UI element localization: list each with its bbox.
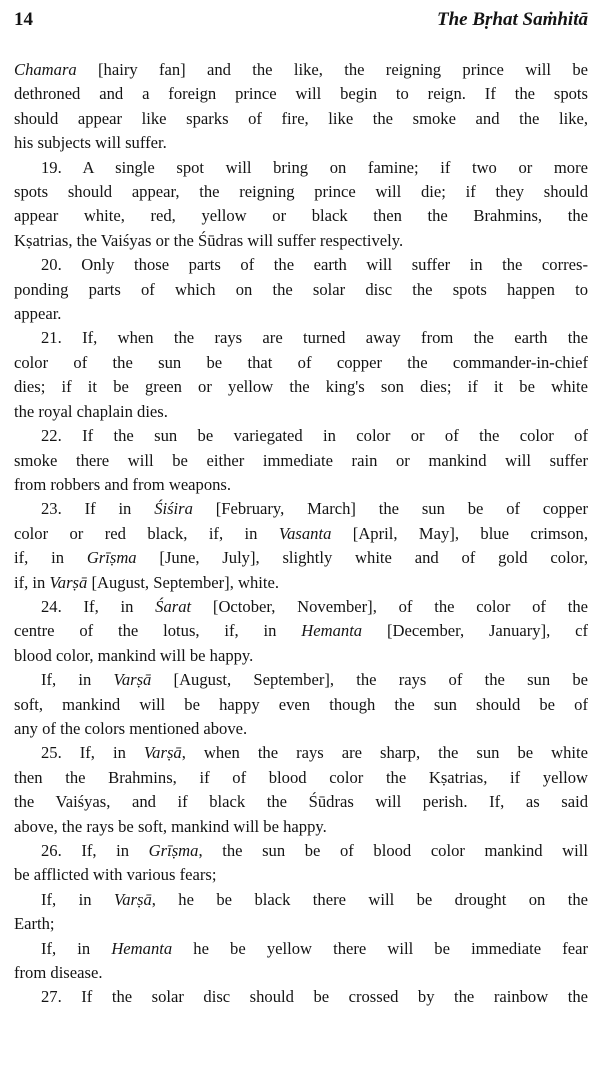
text-segment: 24. If, in [41, 596, 156, 616]
text-segment: if, in [14, 572, 50, 592]
text-line [14, 449, 588, 473]
text-segment: 19. A single spot will bring on famine; if two or more [41, 157, 588, 177]
text-segment: [April, May], blue crimson, [331, 523, 588, 543]
text-line [14, 497, 588, 521]
text-line [14, 937, 588, 961]
text-line [14, 546, 588, 570]
text-segment: appear. [14, 304, 62, 324]
text-segment: smoke there will be either immediate rain or mankind will suffer [14, 450, 588, 470]
text-line [14, 693, 588, 717]
text-segment: [hairy fan] and the like, the reigning prince will be [76, 60, 588, 79]
text-line [14, 400, 588, 424]
text-line [14, 790, 588, 814]
text-line [14, 985, 588, 1009]
italic-term: Grīṣma [148, 841, 199, 860]
page-number: 14 [14, 9, 33, 30]
book-title: The Bṛhat Saṁhitā [437, 9, 588, 30]
text-segment: from disease. [14, 963, 103, 983]
italic-term: Śarat [155, 596, 192, 616]
text-line [14, 351, 588, 375]
italic-term: Varṣā [113, 889, 152, 909]
running-head [14, 9, 588, 35]
text-line [14, 644, 588, 668]
text-segment: [February, March] the sun be of copper [192, 499, 588, 519]
italic-term: Grīṣma [86, 548, 137, 568]
text-segment: If, in [41, 938, 112, 958]
text-segment: If, in [41, 670, 114, 690]
text-line [14, 571, 588, 595]
text-segment: his subjects will suffer. [14, 133, 167, 153]
text-line [14, 278, 588, 302]
text-line [14, 912, 588, 936]
text-line [14, 180, 588, 204]
text-segment: [August, September], the rays of the sun be [151, 670, 588, 690]
text-segment: the Vaiśyas, and if black the Śūdras will perish. If, as said [14, 792, 588, 812]
text-line [14, 375, 588, 399]
text-segment: 27. If the solar disc should be crossed by the rainbow the [41, 987, 588, 1007]
text-line [14, 717, 588, 741]
italic-term: Varṣā [143, 743, 182, 763]
text-segment: then the Brahmins, if of blood color the Kṣatrias, if yellow [14, 767, 588, 787]
italic-term: Vasanta [278, 523, 332, 543]
text-line [14, 863, 588, 887]
text-segment: color or red black, if, in [14, 523, 279, 543]
text-line [14, 302, 588, 326]
text-line [14, 522, 588, 546]
text-segment: if, in [14, 548, 87, 568]
text-segment: , he be black there will be drought on the [151, 889, 588, 909]
text-line [14, 595, 588, 619]
text-segment: any of the colors mentioned above. [14, 718, 248, 738]
text-line [14, 839, 588, 863]
text-line [14, 58, 588, 82]
text-segment: If, in [41, 889, 114, 909]
text-line [14, 424, 588, 448]
text-line [14, 741, 588, 765]
text-segment: , when the rays are sharp, the sun be white [181, 743, 588, 763]
text-line [14, 156, 588, 180]
text-segment: should appear like sparks of fire, like the smoke and the like, [14, 108, 588, 128]
italic-term: Chamara [14, 60, 77, 79]
text-segment: be afflicted with various fears; [14, 865, 217, 885]
text-line [14, 229, 588, 253]
text-line [14, 107, 588, 131]
text-segment: [October, November], of the color of the [191, 596, 588, 616]
book-page [14, 0, 588, 1075]
text-segment: dethroned and a foreign prince will begin to reign. If the spots [14, 84, 588, 104]
text-segment: dies; if it be green or yellow the king's son dies; if it be white [14, 377, 588, 397]
text-segment: [December, January], cf [362, 621, 588, 641]
text-segment: the royal chaplain dies. [14, 401, 168, 421]
text-segment: blood color, mankind will be happy. [14, 645, 254, 665]
text-line [14, 668, 588, 692]
text-line [14, 888, 588, 912]
italic-term: Varṣā [49, 572, 88, 592]
text-line [14, 961, 588, 985]
text-segment: 20. Only those parts of the earth will suffer in the corres- [41, 255, 588, 275]
text-segment: spots should appear, the reigning prince will die; if they should [14, 182, 588, 202]
text-segment: appear white, red, yellow or black then the Brahmins, the [14, 206, 588, 226]
text-segment: 25. If, in [41, 743, 144, 763]
text-segment: color of the sun be that of copper the commander-in-chief [14, 352, 588, 372]
text-segment: , the sun be of blood color mankind will [198, 841, 588, 860]
body-text [14, 58, 588, 1010]
text-segment: he be yellow there will be immediate fear [172, 938, 588, 958]
text-segment: centre of the lotus, if, in [14, 621, 302, 641]
text-segment: 23. If in [41, 499, 155, 519]
text-segment: [June, July], slightly white and of gold color, [136, 548, 588, 568]
text-line [14, 253, 588, 277]
text-line [14, 131, 588, 155]
text-line [14, 82, 588, 106]
text-segment: [August, September], white. [87, 572, 280, 592]
text-segment: ponding parts of which on the solar disc the spots happen to [14, 279, 588, 299]
text-line [14, 815, 588, 839]
text-segment: 26. If, in [41, 841, 149, 860]
text-segment: 21. If, when the rays are turned away from the earth the [41, 328, 588, 348]
italic-term: Śiśira [154, 499, 193, 519]
text-line [14, 473, 588, 497]
text-segment: Earth; [14, 914, 55, 934]
text-segment: from robbers and from weapons. [14, 474, 232, 494]
text-line [14, 619, 588, 643]
text-segment: Kṣatrias, the Vaiśyas or the Śūdras will suffer respectively. [14, 230, 404, 250]
text-segment: soft, mankind will be happy even though the sun should be of [14, 694, 588, 714]
italic-term: Hemanta [301, 621, 363, 641]
italic-term: Hemanta [111, 938, 173, 958]
text-line [14, 204, 588, 228]
text-line [14, 766, 588, 790]
text-segment: above, the rays be soft, mankind will be happy. [14, 816, 327, 836]
italic-term: Varṣā [113, 670, 152, 690]
text-segment: 22. If the sun be variegated in color or of the color of [41, 426, 588, 446]
text-line [14, 326, 588, 350]
